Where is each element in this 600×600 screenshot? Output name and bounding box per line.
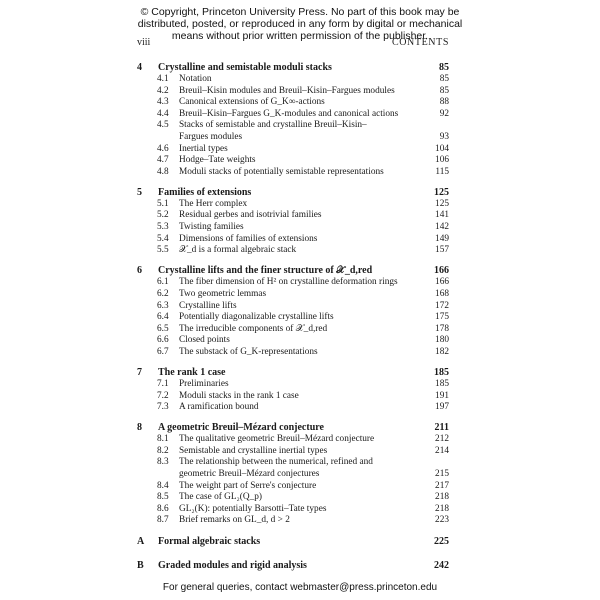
section-entry[interactable] — [137, 515, 449, 527]
chapter-block — [137, 264, 449, 358]
chapter-title: A geometric Breuil–Mézard conjecture — [158, 422, 324, 434]
section-number: 8.6 — [157, 503, 169, 514]
table-of-contents — [137, 61, 449, 583]
section-title: The relationship between the numerical, refined and — [179, 457, 373, 468]
section-entry[interactable] — [137, 301, 449, 313]
section-number: 7.3 — [157, 402, 169, 413]
section-title: Inertial types — [179, 143, 228, 154]
section-title: The qualitative geometric Breuil–Mézard conjecture — [179, 434, 375, 445]
section-title: The substack of G_K-representations — [179, 346, 318, 357]
chapter-title: Graded modules and rigid analysis — [158, 559, 307, 571]
section-page: 218 — [435, 503, 449, 514]
section-page: 212 — [435, 434, 449, 445]
copyright-line: means without prior written permission of the publisher. — [171, 30, 429, 42]
section-entry[interactable] — [137, 277, 449, 289]
page-number: viii — [137, 37, 151, 48]
section-number: 4.7 — [157, 155, 169, 166]
section-entry[interactable] — [137, 347, 449, 359]
chapter-block — [137, 559, 449, 572]
section-number: 7.2 — [157, 390, 169, 401]
section-entry[interactable] — [137, 446, 449, 458]
chapter-page: 166 — [434, 265, 449, 277]
section-page: 185 — [435, 378, 449, 389]
section-number: 4.6 — [157, 143, 169, 154]
section-title: Closed points — [179, 335, 230, 346]
section-number: 6.2 — [157, 288, 169, 299]
section-number: 6.5 — [157, 323, 169, 334]
chapter-title: Crystalline lifts and the finer structure of 𝒳_d,red — [158, 265, 373, 277]
section-title: The weight part of Serre's conjecture — [179, 480, 317, 491]
chapter-heading[interactable] — [137, 366, 449, 379]
section-entry[interactable] — [137, 199, 449, 211]
section-title: Crystalline lifts — [179, 300, 237, 311]
section-title: Fargues modules — [179, 131, 243, 142]
section-number: 5.3 — [157, 222, 169, 233]
section-page: 214 — [435, 445, 449, 456]
section-page: 141 — [435, 210, 449, 221]
chapter-heading[interactable] — [137, 186, 449, 199]
copyright-notice — [0, 6, 600, 42]
chapter-title: The rank 1 case — [158, 366, 226, 378]
chapter-heading[interactable] — [137, 559, 449, 572]
chapter-heading[interactable] — [137, 421, 449, 434]
section-entry[interactable] — [137, 222, 449, 234]
section-entry[interactable] — [137, 74, 449, 86]
chapter-block — [137, 421, 449, 527]
chapter-page: 211 — [434, 422, 449, 434]
section-entry[interactable] — [137, 469, 449, 481]
section-entry[interactable] — [137, 155, 449, 167]
section-title: Preliminaries — [179, 378, 229, 389]
section-page: 92 — [439, 108, 449, 119]
section-page: 106 — [435, 155, 449, 166]
section-page: 125 — [435, 198, 449, 209]
chapter-title: Families of extensions — [158, 186, 252, 198]
section-page: 88 — [439, 97, 449, 108]
chapter-number: 7 — [137, 366, 142, 378]
section-entry[interactable] — [137, 167, 449, 179]
chapter-page: 225 — [434, 535, 449, 547]
section-number: 6.7 — [157, 346, 169, 357]
section-number: 5.5 — [157, 245, 169, 256]
chapter-title: Formal algebraic stacks — [158, 535, 261, 547]
section-title: Moduli stacks in the rank 1 case — [179, 390, 299, 401]
chapter-number: 8 — [137, 422, 142, 434]
section-page: 85 — [439, 74, 449, 84]
section-entry[interactable] — [137, 492, 449, 504]
section-number: 4.3 — [157, 97, 169, 108]
section-title: Stacks of semistable and crystalline Breuil–Kisin– — [179, 120, 367, 131]
section-title: The case of GL₂(Q_p) — [179, 492, 263, 503]
section-number: 4.2 — [157, 85, 169, 96]
chapter-heading[interactable] — [137, 535, 449, 548]
section-number: 8.1 — [157, 434, 169, 445]
section-entry[interactable] — [137, 86, 449, 98]
section-number: 6.6 — [157, 335, 169, 346]
section-number: 8.4 — [157, 480, 169, 491]
section-title: Semistable and crystalline inertial types — [179, 445, 328, 456]
section-entry[interactable] — [137, 504, 449, 516]
chapter-number: A — [137, 535, 145, 547]
section-number: 6.1 — [157, 277, 169, 288]
section-page: 180 — [435, 335, 449, 346]
section-page: 223 — [435, 515, 449, 526]
section-entry[interactable] — [137, 481, 449, 493]
section-title: Two geometric lemmas — [179, 288, 267, 299]
copyright-line: distributed, posted, or reproduced in any form by digital or mechanical — [137, 18, 463, 30]
section-entry[interactable] — [137, 402, 449, 414]
section-page: 217 — [435, 480, 449, 491]
section-entry[interactable] — [137, 144, 449, 156]
section-number: 4.1 — [157, 74, 169, 84]
section-entry[interactable] — [137, 379, 449, 391]
chapter-page: 242 — [434, 559, 449, 571]
section-title: The fiber dimension of H² on crystalline deformation rings — [179, 277, 398, 288]
section-number: 4.8 — [157, 166, 169, 177]
section-number: 5.2 — [157, 210, 169, 221]
section-entry[interactable] — [137, 457, 449, 469]
section-title: Moduli stacks of potentially semistable representations — [179, 166, 384, 177]
section-entry[interactable] — [137, 234, 449, 246]
section-number: 6.4 — [157, 312, 169, 323]
chapter-block — [137, 186, 449, 257]
section-title: The Herr complex — [179, 198, 248, 209]
section-number: 5.1 — [157, 198, 169, 209]
section-page: 175 — [435, 312, 449, 323]
section-page: 172 — [435, 300, 449, 311]
chapter-heading[interactable] — [137, 264, 449, 277]
section-page: 157 — [435, 245, 449, 256]
section-entry[interactable] — [137, 245, 449, 257]
section-entry[interactable] — [137, 210, 449, 222]
section-number: 4.5 — [157, 120, 169, 131]
section-page: 85 — [439, 85, 449, 96]
section-title: Twisting families — [179, 222, 244, 233]
section-title: The irreducible components of 𝒳_d,red — [179, 323, 328, 334]
running-title: CONTENTS — [391, 37, 449, 48]
chapter-page: 185 — [434, 366, 449, 378]
chapter-title: Crystalline and semistable moduli stacks — [158, 62, 332, 73]
section-title: Residual gerbes and isotrivial families — [179, 210, 322, 221]
section-number: 8.2 — [157, 445, 169, 456]
section-title: Breuil–Kisin modules and Breuil–Kisin–Fargues modules — [179, 85, 395, 96]
section-entry[interactable] — [137, 434, 449, 446]
section-number: 8.3 — [157, 457, 169, 468]
section-entry[interactable] — [137, 97, 449, 109]
section-page: 142 — [435, 222, 449, 233]
section-number: 5.4 — [157, 233, 169, 244]
chapter-block — [137, 535, 449, 548]
section-entry[interactable] — [137, 335, 449, 347]
chapter-page: 125 — [434, 186, 449, 198]
section-title: Brief remarks on GL_d, d > 2 — [179, 515, 290, 526]
copyright-line: © Copyright, Princeton University Press. No part of this book may be — [140, 6, 460, 18]
section-page: 166 — [435, 277, 449, 288]
section-page: 218 — [435, 492, 449, 503]
section-entry[interactable] — [137, 289, 449, 301]
section-title: Notation — [179, 74, 212, 84]
section-title: A ramification bound — [179, 402, 259, 413]
section-number: 7.1 — [157, 378, 169, 389]
section-title: Potentially diagonalizable crystalline lifts — [179, 312, 334, 323]
section-title: geometric Breuil–Mézard conjectures — [179, 469, 320, 480]
footer-contact: For general queries, contact webmaster@press.princeton.edu — [162, 582, 438, 593]
section-entry[interactable] — [137, 312, 449, 324]
chapter-number: 5 — [137, 186, 142, 198]
chapter-number: 6 — [137, 265, 142, 277]
chapter-page: 85 — [439, 62, 449, 73]
chapter-number: B — [137, 559, 144, 571]
section-title: Breuil–Kisin–Fargues G_K-modules and canonical actions — [179, 108, 399, 119]
section-entry[interactable] — [137, 132, 449, 144]
section-title: 𝒳_d is a formal algebraic stack — [179, 245, 297, 256]
section-page: 149 — [435, 233, 449, 244]
section-page: 178 — [435, 323, 449, 334]
section-page: 182 — [435, 346, 449, 357]
section-page: 168 — [435, 288, 449, 299]
section-title: Canonical extensions of G_K∞-actions — [179, 97, 325, 108]
chapter-heading[interactable] — [137, 61, 449, 74]
section-number: 8.5 — [157, 492, 169, 503]
section-page: 104 — [435, 143, 449, 154]
section-title: Hodge–Tate weights — [179, 155, 256, 166]
section-page: 191 — [435, 390, 449, 401]
section-number: 6.3 — [157, 300, 169, 311]
section-page: 115 — [435, 166, 449, 177]
section-title: Dimensions of families of extensions — [179, 233, 318, 244]
section-page: 215 — [435, 469, 449, 480]
section-title: GL₂(K): potentially Barsotti–Tate types — [179, 503, 327, 514]
section-page: 197 — [435, 402, 449, 413]
chapter-block — [137, 61, 449, 178]
section-number: 4.4 — [157, 108, 169, 119]
chapter-number: 4 — [137, 62, 142, 73]
section-entry[interactable] — [137, 109, 449, 121]
section-entry[interactable] — [137, 120, 449, 132]
chapter-block — [137, 366, 449, 414]
section-entry[interactable] — [137, 324, 449, 336]
section-number: 8.7 — [157, 515, 169, 526]
section-page: 93 — [439, 131, 449, 142]
section-entry[interactable] — [137, 391, 449, 403]
